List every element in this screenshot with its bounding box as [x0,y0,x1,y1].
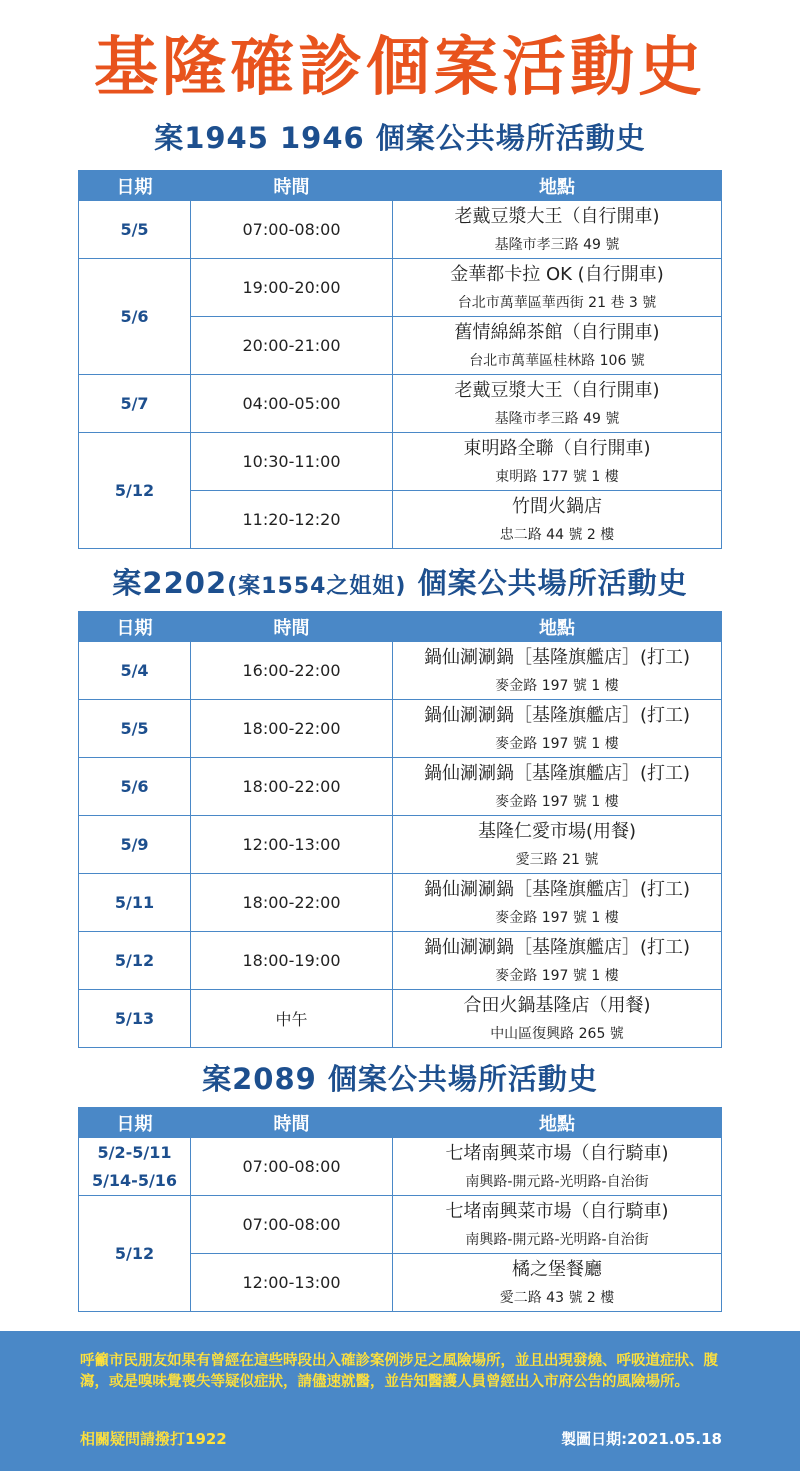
date-cell [79,642,191,700]
date-cell [79,700,191,758]
place-address: 愛二路 43 號 2 樓 [499,1289,615,1306]
activity-table-case-2089 [78,1107,722,1312]
time-cell: 12:00-13:00 [191,1254,393,1312]
table-row [79,932,722,990]
table-row [79,642,722,700]
section-heading-case-number: 案2202 [112,566,228,600]
time-cell: 20:00-21:00 [191,317,393,375]
table-row [79,816,722,874]
footer-date-made: 製圖日期:2021.05.18 [561,1430,722,1448]
place-cell [393,932,722,990]
date-text: 5/5 [120,219,149,239]
place-cell [393,990,722,1048]
place-name: 東明路全聯（自行開車) [463,437,651,459]
place-address: 南興路-開元路-光明路-自治街 [465,1231,649,1248]
date-cell [79,932,191,990]
place-cell [393,491,722,549]
table-row [79,375,722,433]
header-date: 日期 [79,171,191,201]
place-name: 鍋仙涮涮鍋［基隆旗艦店］(打工) [423,878,691,900]
section-heading-case-1945-1946: 案1945 1946 個案公共場所活動史 [154,121,646,155]
time-cell: 19:00-20:00 [191,259,393,317]
header-date: 日期 [79,612,191,642]
time-cell: 07:00-08:00 [191,201,393,259]
place-name: 老戴豆漿大王（自行開車) [454,205,660,227]
place-address: 台北市萬華區桂林路 106 號 [469,352,645,369]
place-name: 七堵南興菜市場（自行騎車) [445,1142,669,1164]
table-row [79,259,722,317]
date-text: 5/7 [120,393,149,413]
date-cell [79,1138,191,1196]
place-address: 台北市萬華區華西街 21 巷 3 號 [457,294,657,311]
date-cell [79,874,191,932]
date-text: 5/2-5/11 [97,1142,172,1162]
place-cell [393,758,722,816]
table-row [79,1138,722,1196]
table-row [79,433,722,491]
place-address: 基隆市孝三路 49 號 [494,410,620,427]
date-text: 5/12 [114,1243,155,1263]
footer-notice: 呼籲市民朋友如果有曾經在這些時段出入確診案例涉足之風險場所，並且出現發燒、呼吸道症狀、腹瀉，或是嗅味覺喪失等疑似症狀，請儘速就醫，並告知醫護人員曾經出入市府公告的風險場所。 [80,1353,718,1390]
section-heading-note: (案1554之姐姐) [227,574,407,599]
table-row [79,990,722,1048]
place-cell [393,201,722,259]
place-cell [393,1196,722,1254]
place-name: 橘之堡餐廳 [512,1258,602,1280]
table-header-row [79,1108,722,1138]
time-cell: 07:00-08:00 [191,1196,393,1254]
place-cell [393,700,722,758]
place-cell [393,816,722,874]
section-heading-case-2202 [0,563,800,607]
header-place: 地點 [393,612,722,642]
place-cell [393,1138,722,1196]
date-cell [79,758,191,816]
table-row [79,1196,722,1254]
footer-banner [0,1331,800,1471]
place-cell [393,375,722,433]
date-text: 5/14-5/16 [91,1170,178,1190]
table-header-row [79,612,722,642]
time-cell: 12:00-13:00 [191,816,393,874]
time-cell: 18:00-22:00 [191,700,393,758]
header-time: 時間 [191,171,393,201]
place-address: 麥金路 197 號 1 樓 [495,793,619,810]
place-name: 金華都卡拉 OK (自行開車) [450,263,664,285]
place-cell [393,317,722,375]
page-title: 基隆確診個案活動史 [94,31,706,105]
time-cell: 11:20-12:20 [191,491,393,549]
date-cell [79,259,191,375]
time-cell: 18:00-19:00 [191,932,393,990]
place-cell [393,1254,722,1312]
place-cell [393,259,722,317]
time-cell: 18:00-22:00 [191,758,393,816]
place-cell [393,874,722,932]
place-address: 麥金路 197 號 1 樓 [495,735,619,752]
date-text: 5/6 [120,776,149,796]
place-address: 麥金路 197 號 1 樓 [495,677,619,694]
header-place: 地點 [393,1108,722,1138]
time-cell: 04:00-05:00 [191,375,393,433]
place-name: 鍋仙涮涮鍋［基隆旗艦店］(打工) [423,704,691,726]
date-text: 5/4 [120,660,149,680]
place-address: 東明路 177 號 1 樓 [495,468,619,485]
time-cell: 07:00-08:00 [191,1138,393,1196]
place-name: 七堵南興菜市場（自行騎車) [445,1200,669,1222]
date-text: 5/13 [114,1008,155,1028]
place-address: 麥金路 197 號 1 樓 [495,909,619,926]
place-address: 中山區復興路 265 號 [490,1025,624,1042]
time-cell: 10:30-11:00 [191,433,393,491]
time-cell: 18:00-22:00 [191,874,393,932]
header-time: 時間 [191,1108,393,1138]
date-text: 5/6 [120,306,149,326]
date-text: 5/5 [120,718,149,738]
table-row [79,758,722,816]
place-address: 基隆市孝三路 49 號 [494,236,620,253]
place-name: 鍋仙涮涮鍋［基隆旗艦店］(打工) [423,762,691,784]
date-text: 5/9 [120,834,149,854]
place-address: 南興路-開元路-光明路-自治街 [465,1173,649,1190]
table-row [79,201,722,259]
activity-table-case-2202 [78,611,722,1048]
place-address: 麥金路 197 號 1 樓 [495,967,619,984]
date-cell [79,816,191,874]
place-name: 舊情綿綿茶館（自行開車) [454,321,660,343]
place-cell [393,433,722,491]
place-cell [393,642,722,700]
place-name: 合田火鍋基隆店（用餐) [463,994,651,1016]
place-name: 鍋仙涮涮鍋［基隆旗艦店］(打工) [423,936,691,958]
date-cell [79,201,191,259]
time-cell: 16:00-22:00 [191,642,393,700]
place-name: 老戴豆漿大王（自行開車) [454,379,660,401]
section-heading-case-2089: 案2089 個案公共場所活動史 [202,1062,598,1096]
date-text: 5/12 [114,480,155,500]
time-cell: 中午 [191,990,393,1048]
header-time: 時間 [191,612,393,642]
place-address: 愛三路 21 號 [515,851,599,868]
header-date: 日期 [79,1108,191,1138]
table-row [79,874,722,932]
date-cell [79,1196,191,1312]
header-place: 地點 [393,171,722,201]
place-name: 基隆仁愛市場(用餐) [477,820,637,842]
date-cell [79,990,191,1048]
date-text: 5/12 [114,950,155,970]
table-row [79,700,722,758]
place-name: 竹間火鍋店 [512,495,602,517]
table-header-row [79,171,722,201]
section-heading-rest: 個案公共場所活動史 [417,566,688,600]
date-text: 5/11 [114,892,155,912]
date-cell [79,433,191,549]
footer-hotline: 相關疑問請撥打1922 [80,1430,227,1448]
date-cell [79,375,191,433]
place-address: 忠二路 44 號 2 樓 [499,526,615,543]
place-name: 鍋仙涮涮鍋［基隆旗艦店］(打工) [423,646,691,668]
activity-table-case-1945-1946 [78,170,722,549]
